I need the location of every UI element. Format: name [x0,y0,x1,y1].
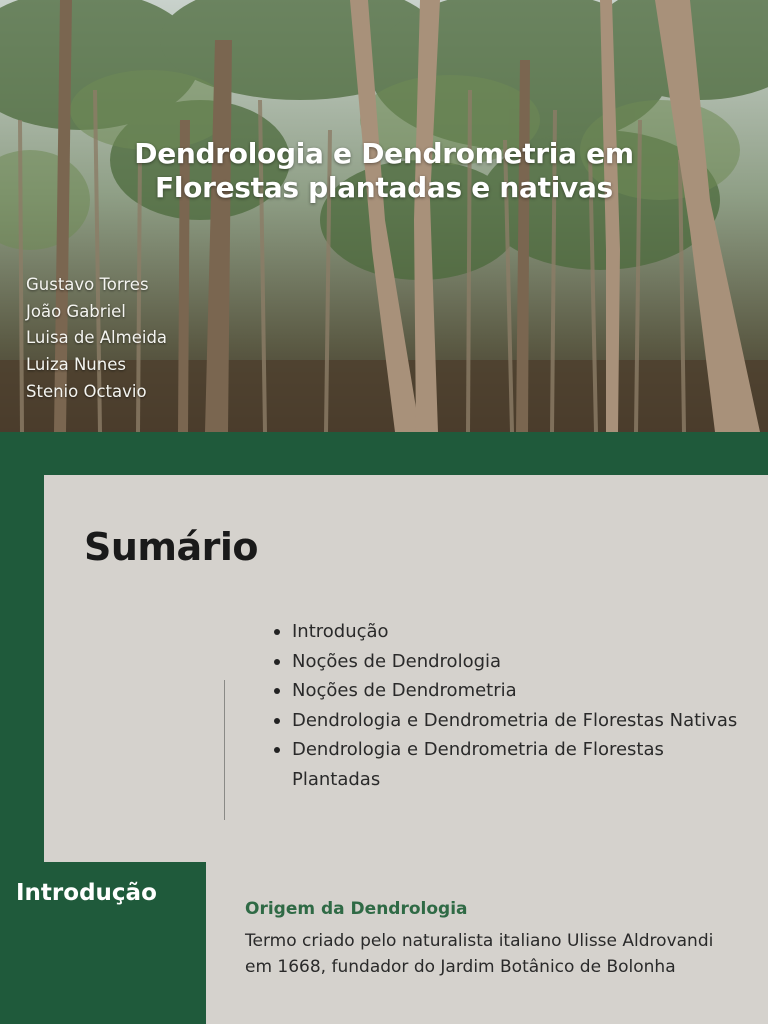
origin-paragraph [245,928,755,980]
origin-text-line-1: Termo criado pelo naturalista italiano Ulisse Aldrovandi [245,931,714,951]
toc-item: Introdução [274,617,744,647]
author-name: Stenio Octavio [26,381,147,401]
cover-slide [0,0,768,432]
author-name: Luisa de Almeida [26,328,168,348]
cover-title [60,137,708,205]
toc-item: Dendrologia e Dendrometria de Florestas Nativas [274,706,744,736]
summary-panel [44,475,768,862]
toc-item: Noções de Dendrometria [274,676,744,706]
author-list [26,272,167,406]
origin-text-line-2: em 1668, fundador do Jardim Botânico de Bolonha [245,957,676,977]
author-name: Luiza Nunes [26,355,126,375]
introduction-sidebar [0,862,206,1024]
introduction-slide [0,862,768,1024]
toc-item: Dendrologia e Dendrometria de Florestas Plantadas [274,735,744,794]
author-name: Gustavo Torres [26,275,149,294]
author-name: João Gabriel [26,301,126,321]
toc-item: Noções de Dendrologia [274,647,744,677]
introduction-title: Introdução [16,880,157,906]
origin-heading: Origem da Dendrologia [245,899,468,919]
summary-title: Sumário [84,525,259,569]
vertical-divider [224,680,225,820]
cover-title-line-1: Dendrologia e Dendrometria em [134,136,634,170]
table-of-contents [274,617,744,794]
cover-title-line-2: Florestas plantadas e nativas [155,170,613,204]
summary-slide [0,432,768,862]
